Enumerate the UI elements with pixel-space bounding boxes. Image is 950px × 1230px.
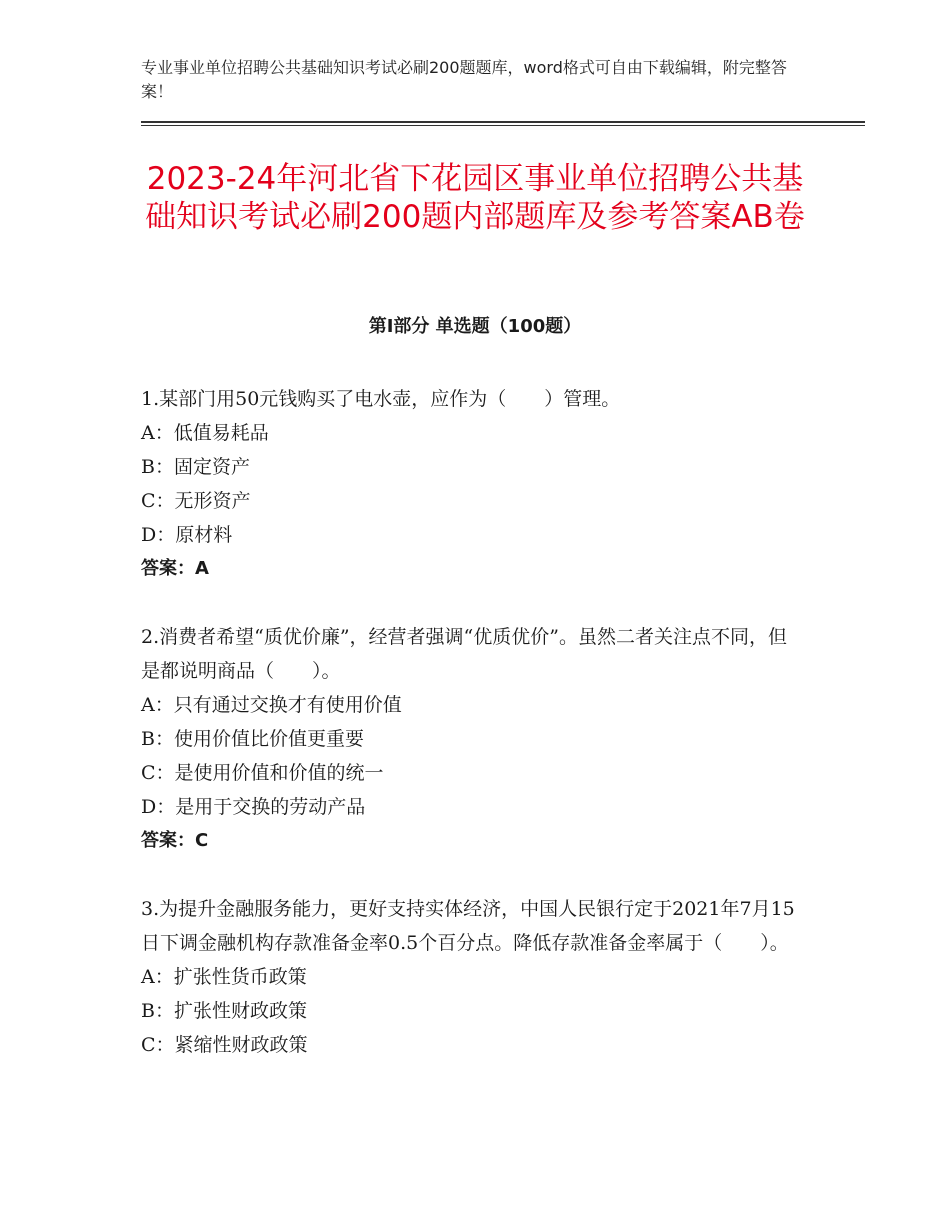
question-stem: 2.消费者希望“质优价廉”，经营者强调“优质优价”。虽然二者关注点不同，但是都说明商品（ ）。 (141, 626, 787, 682)
option-c: C：是使用价值和价值的统一 (141, 762, 384, 784)
section-heading: 第Ⅰ部分 单选题（100题） (368, 316, 582, 337)
question-stem: 1.某部门用50元钱购买了电水壶，应作为（ ）管理。 (141, 388, 621, 410)
option-b: B：扩张性财政政策 (141, 1000, 307, 1022)
option-c: C：无形资产 (141, 490, 251, 512)
option-b: B：固定资产 (141, 456, 250, 478)
option-d: D：是用于交换的劳动产品 (141, 796, 366, 818)
option-a: A：低值易耗品 (141, 422, 269, 444)
header-rule-thin (141, 125, 865, 126)
header-note: 专业事业单位招聘公共基础知识考试必刷200题题库，word格式可自由下载编辑，附完整答案！ (141, 58, 787, 101)
answer-label: 答案：A (141, 558, 209, 579)
answer-label: 答案：C (141, 830, 209, 851)
option-c: C：紧缩性财政政策 (141, 1034, 308, 1056)
question-stem: 3.为提升金融服务能力，更好支持实体经济，中国人民银行定于2021年7月15日下调金融机构存款准备金率0.5个百分点。降低存款准备金率属于（ ）。 (141, 898, 795, 954)
option-d: D：原材料 (141, 524, 233, 546)
question-list (141, 382, 801, 1096)
document-title: 2023-24年河北省下花园区事业单位招聘公共基础知识考试必刷200题内部题库及参考答案AB卷 (145, 161, 805, 235)
option-a: A：只有通过交换才有使用价值 (141, 694, 402, 716)
option-a: A：扩张性货币政策 (141, 966, 307, 988)
question-2 (141, 620, 801, 858)
question-3 (141, 892, 801, 1062)
question-1 (141, 382, 801, 586)
header-rule-thick (141, 121, 865, 123)
option-b: B：使用价值比价值更重要 (141, 728, 364, 750)
